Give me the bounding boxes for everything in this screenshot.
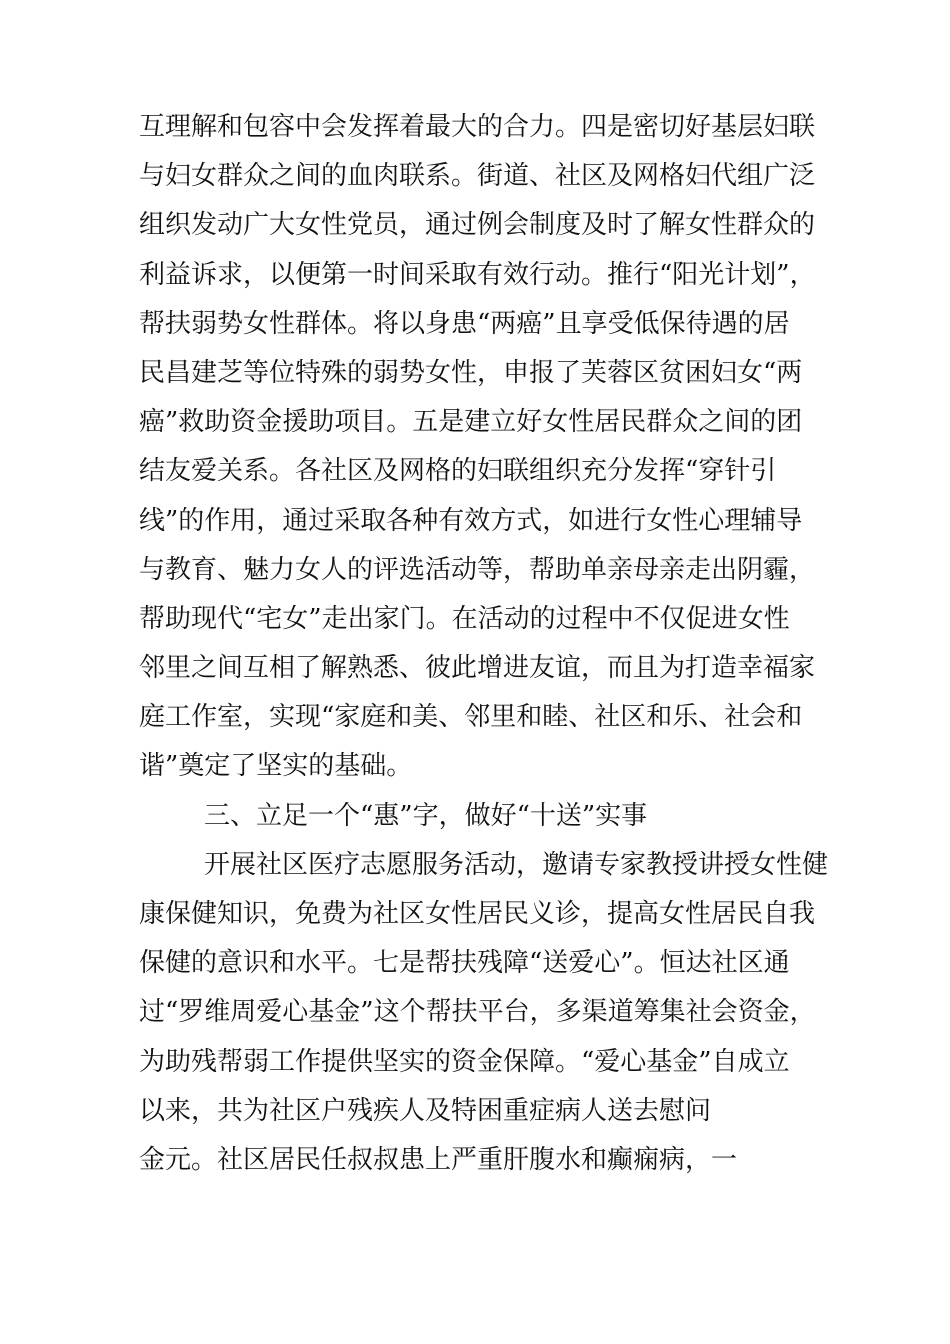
text-line: 癌”救助资金援助项目。五是建立好女性居民群众之间的团 — [139, 407, 803, 438]
text-line: 保健的意识和水平。七是帮扶残障“送爱心”。恒达社区通 — [139, 948, 790, 979]
text-line: 邻里之间互相了解熟悉、彼此增进友谊，而且为打造幸福家 — [139, 653, 816, 684]
text-line: 线”的作用，通过采取各种有效方式，如进行女性心理辅导 — [139, 505, 803, 536]
text-line: 庭工作室，实现“家庭和美、邻里和睦、社区和乐、社会和 — [139, 702, 803, 733]
text-line: 组织发动广大女性党员，通过例会制度及时了解女性群众的 — [139, 210, 816, 241]
text-line: 康保健知识，免费为社区女性居民义诊，提高女性居民自我 — [139, 899, 816, 929]
document-body — [139, 103, 839, 1185]
text-line: 利益诉求，以便第一时间采取有效行动。推行“阳光计划”， — [139, 259, 816, 290]
paragraph-start-line: 开展社区医疗志愿服务活动，邀请专家教授讲授女性健 — [204, 849, 829, 880]
text-line: 过“罗维周爱心基金”这个帮扶平台，多渠道筹集社会资金， — [139, 997, 816, 1028]
text-line: 帮助现代“宅女”走出家门。在活动的过程中不仅促进女性 — [139, 603, 790, 634]
text-line: 以来，共为社区户残疾人及特困重症病人送去慰问 — [139, 1095, 712, 1126]
text-line: 互理解和包容中会发挥着最大的合力。四是密切好基层妇联 — [139, 112, 816, 142]
text-line: 帮扶弱势女性群体。将以身患“两癌”且享受低保待遇的居 — [139, 308, 790, 339]
text-line: 与妇女群众之间的血肉联系。街道、社区及网格妇代组广泛 — [139, 161, 816, 192]
text-line: 谐”奠定了坚实的基础。 — [139, 751, 413, 782]
text-line: 结友爱关系。各社区及网格的妇联组织充分发挥“穿针引 — [139, 456, 777, 487]
text-line: 为助残帮弱工作提供坚实的资金保障。“爱心基金”自成立 — [139, 1046, 790, 1077]
section-heading: 三、立足一个“惠”字，做好“十送”实事 — [204, 800, 648, 831]
text-line: 与教育、魅力女人的评选活动等，帮助单亲母亲走出阴霾， — [139, 554, 816, 585]
text-line: 民昌建芝等位特殊的弱势女性，申报了芙蓉区贫困妇女“两 — [139, 357, 803, 388]
text-line: 金元。社区居民任叔叔患上严重肝腹水和癫痫病，一 — [139, 1144, 738, 1175]
